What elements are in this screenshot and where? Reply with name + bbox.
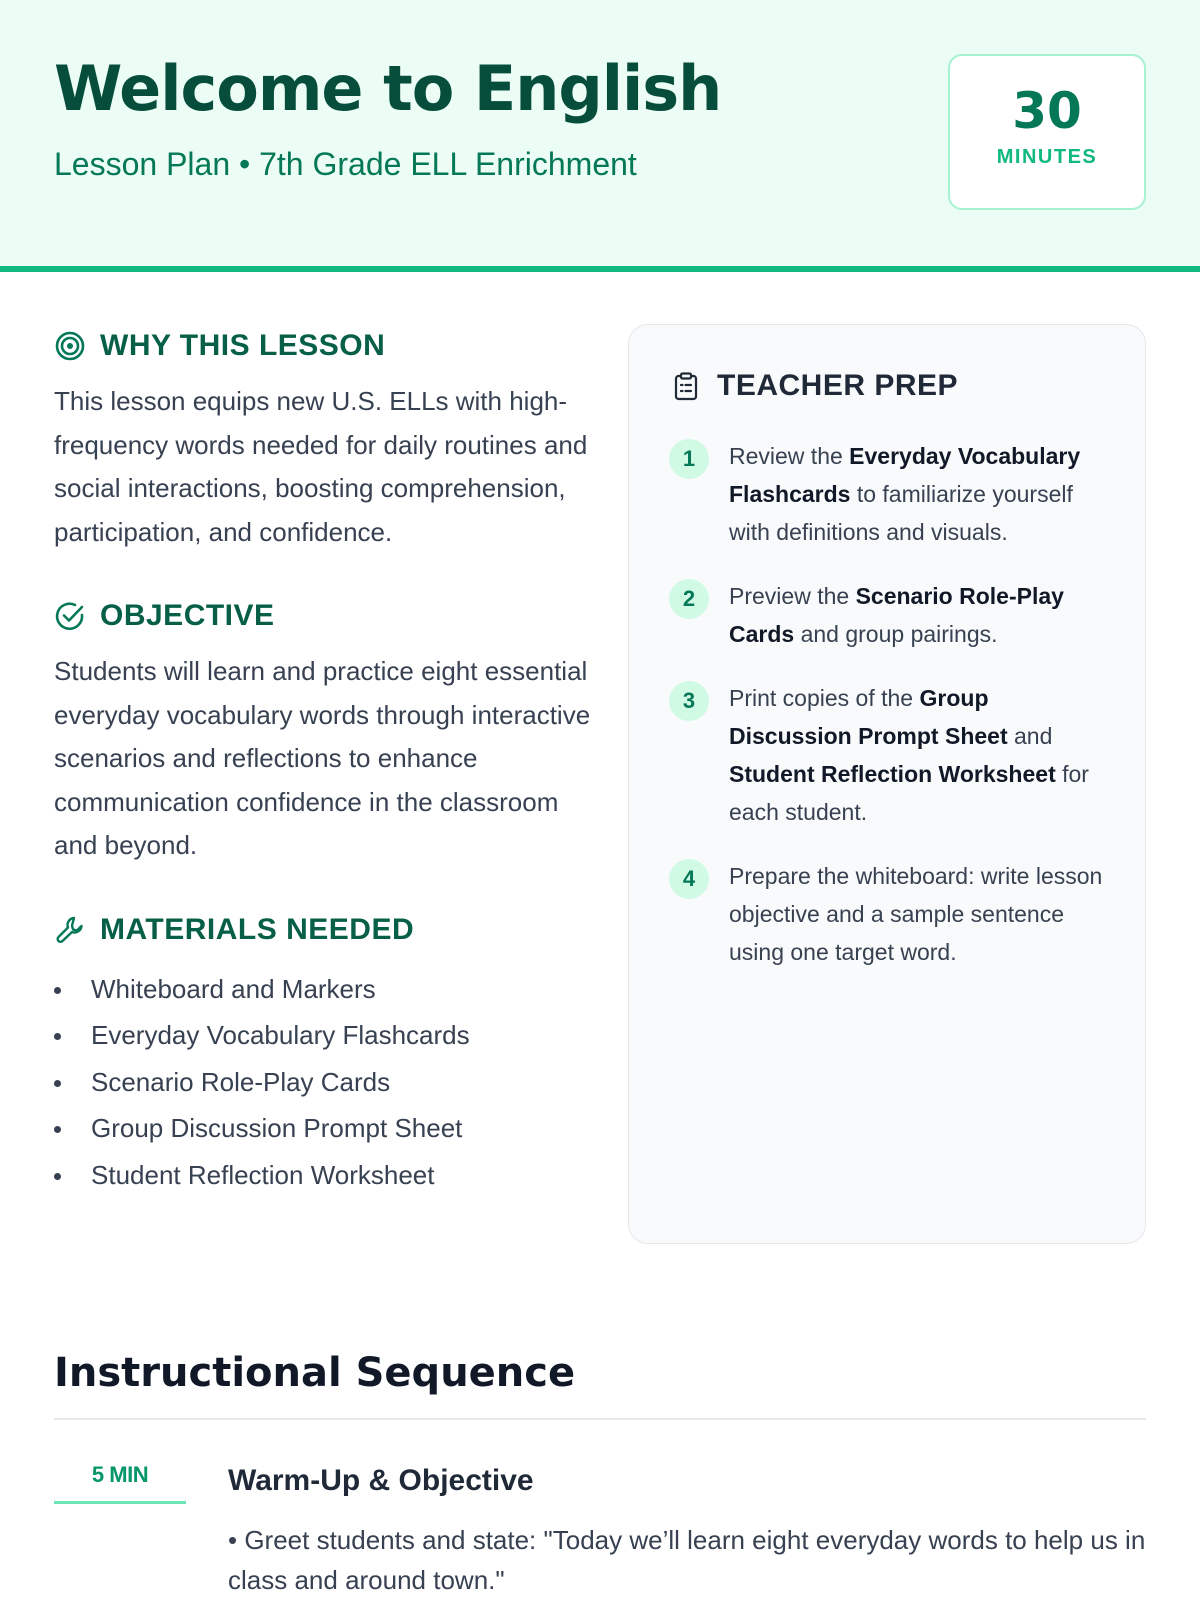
duration-badge bbox=[948, 54, 1146, 210]
bold-text: Scenario Role-Play Cards bbox=[729, 583, 1064, 647]
lesson-subtitle: Lesson Plan • 7th Grade ELL Enrichment bbox=[54, 146, 637, 182]
prep-item-text bbox=[729, 857, 1109, 971]
target-icon bbox=[54, 330, 86, 362]
materials-list bbox=[54, 966, 594, 1199]
why-body: This lesson equips new U.S. ELLs with high-frequency words needed for daily routines and social interactions, boosting comprehension, participation, and confidence. bbox=[54, 386, 588, 547]
lesson-header bbox=[0, 0, 1200, 272]
teacher-prep-card bbox=[628, 324, 1146, 1244]
text-segment: and bbox=[1007, 723, 1053, 749]
list-item bbox=[669, 577, 1109, 653]
step-body: • Greet students and state: "Today we’ll learn eight everyday words to help us in class and around town." bbox=[228, 1525, 1146, 1595]
step-number-badge: 1 bbox=[669, 439, 709, 479]
text-segment: Preview the bbox=[729, 583, 856, 609]
list-item bbox=[669, 679, 1109, 831]
text-segment: to familiarize yourself with definitions and visuals. bbox=[729, 481, 1073, 545]
materials-heading: MATERIALS NEEDED bbox=[100, 912, 415, 946]
duration-value: 30 bbox=[1012, 82, 1082, 140]
why-heading-row bbox=[54, 326, 594, 366]
step-number-badge: 4 bbox=[669, 859, 709, 899]
teacher-prep-heading: TEACHER PREP bbox=[717, 369, 959, 402]
bold-text: Group Discussion Prompt Sheet bbox=[729, 685, 1008, 749]
text-segment: Print copies of the bbox=[729, 685, 920, 711]
teacher-prep-heading-row bbox=[671, 369, 958, 403]
text-segment: for each student. bbox=[729, 761, 1089, 825]
objective-heading: OBJECTIVE bbox=[100, 599, 275, 632]
step-time-badge: 5 MIN bbox=[91, 1462, 149, 1487]
text-segment: Review the bbox=[729, 443, 850, 469]
list-item: Group Discussion Prompt Sheet bbox=[54, 1105, 594, 1152]
step-number-badge: 2 bbox=[669, 579, 709, 619]
list-item: Everyday Vocabulary Flashcards bbox=[54, 1012, 594, 1059]
lesson-title: Welcome to English bbox=[54, 52, 722, 125]
bold-text: Student Reflection Worksheet bbox=[729, 761, 1056, 787]
materials-section bbox=[54, 910, 594, 1199]
why-section bbox=[54, 326, 594, 554]
text-segment: Prepare the whiteboard: write lesson objective and a sample sentence using one target word. bbox=[729, 863, 1103, 965]
text-segment: and group pairings. bbox=[794, 621, 998, 647]
prep-item-text bbox=[729, 437, 1109, 551]
sequence-title: Instructional Sequence bbox=[54, 1350, 576, 1396]
objective-heading-row bbox=[54, 596, 594, 636]
objective-section bbox=[54, 596, 594, 868]
list-item: Scenario Role-Play Cards bbox=[54, 1059, 594, 1106]
step-number-badge: 3 bbox=[669, 681, 709, 721]
prep-item-text bbox=[729, 577, 1109, 653]
divider bbox=[54, 1418, 1146, 1420]
list-item bbox=[669, 857, 1109, 971]
materials-heading-row bbox=[54, 910, 594, 950]
objective-body: Students will learn and practice eight essential everyday vocabulary words through interactive scenarios and reflections to enhance communication confidence in the classroom and beyond. bbox=[54, 656, 591, 860]
bold-text: Everyday Vocabulary Flashcards bbox=[729, 443, 1081, 507]
left-column bbox=[54, 326, 594, 1240]
why-heading: WHY THIS LESSON bbox=[100, 329, 386, 362]
list-item: Whiteboard and Markers bbox=[54, 966, 594, 1013]
step-time-underline bbox=[54, 1501, 186, 1504]
duration-unit: MINUTES bbox=[996, 146, 1098, 168]
list-item: Student Reflection Worksheet bbox=[54, 1152, 594, 1199]
step-title: Warm-Up & Objective bbox=[228, 1464, 534, 1497]
prep-item-text bbox=[729, 679, 1109, 831]
wrench-icon bbox=[54, 914, 86, 946]
teacher-prep-list bbox=[669, 437, 1109, 997]
list-item bbox=[669, 437, 1109, 551]
clipboard-icon bbox=[671, 371, 701, 401]
check-circle-icon bbox=[54, 600, 86, 632]
